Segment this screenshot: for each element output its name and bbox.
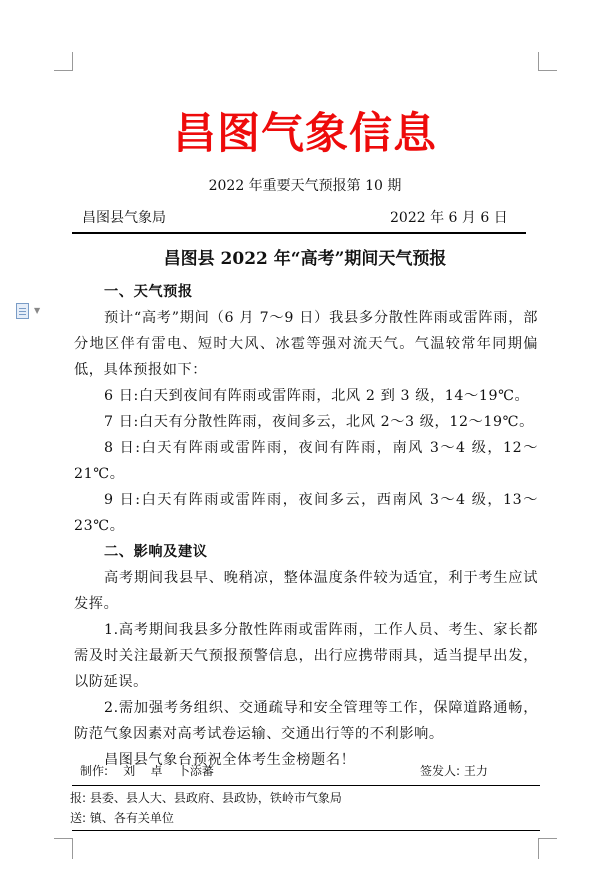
document-body	[74, 279, 538, 773]
issue-date: 2022 年 6 月 6 日	[390, 210, 508, 226]
issuing-bureau: 昌图县气象局	[82, 210, 166, 226]
advice-item-1: 1.高考期间我县多分散性阵雨或雷阵雨，工作人员、考生、家长都需及时关注最新天气预报预警信息，出行应携带雨具，适当提早出发，以防延误。	[74, 622, 538, 690]
crop-mark-bottom-left	[54, 838, 73, 859]
section-heading-forecast: 一、天气预报	[104, 284, 193, 300]
advice-intro: 高考期间我县早、晚稍凉，整体温度条件较为适宜，利于考生应试发挥。	[74, 570, 538, 612]
report-to-line: 报: 县委、县人大、县政府、县政协，铁岭市气象局	[70, 791, 342, 805]
forecast-intro: 预计“高考”期间（6 月 7～9 日）我县多分散性阵雨或雷阵雨，部分地区伴有雷电、短时大风、冰雹等强对流天气。气温较常年同期偏低，具体预报如下：	[74, 310, 538, 378]
footer-divider-top	[72, 785, 540, 786]
page-icon	[16, 303, 29, 319]
footer-divider-bottom	[72, 830, 540, 831]
forecast-day-6: 6 日:白天到夜间有阵雨或雷阵雨，北风 2 到 3 级，14～19℃。	[104, 388, 530, 404]
closing-wish: 昌图县气象台预祝全体考生金榜题名！	[104, 752, 356, 768]
crop-mark-bottom-right	[538, 838, 557, 859]
forecast-day-8: 8 日:白天有阵雨或雷阵雨，夜间有阵雨，南风 3～4 级，12～21℃。	[74, 440, 538, 482]
signer-line: 签发人: 王力	[420, 764, 488, 778]
document-title: 昌图县 2022 年“高考”期间天气预报	[163, 249, 447, 269]
header-divider	[72, 232, 526, 234]
issue-number: 2022 年重要天气预报第 10 期	[208, 178, 402, 194]
crop-mark-top-right	[538, 52, 557, 71]
makers-line: 制作: 刘 卓 卜添蕃	[80, 764, 214, 778]
send-to-line: 送: 镇、各有关单位	[70, 811, 174, 825]
forecast-day-7: 7 日:白天有分散性阵雨，夜间多云，北风 2～3 级，12～19℃。	[104, 414, 534, 430]
section-heading-advice: 二、影响及建议	[104, 544, 208, 560]
document-map-icon[interactable]	[16, 303, 46, 319]
advice-item-2: 2.需加强考务组织、交通疏导和安全管理等工作，保障道路通畅，防范气象因素对高考试卷运输、交通出行等的不利影响。	[74, 700, 538, 742]
forecast-day-9: 9 日:白天有阵雨或雷阵雨，夜间多云，西南风 3～4 级，13～23℃。	[74, 492, 538, 534]
dropdown-arrow-icon: ▼	[34, 306, 41, 315]
masthead-title: 昌图气象信息	[173, 109, 437, 159]
crop-mark-top-left	[54, 52, 73, 71]
